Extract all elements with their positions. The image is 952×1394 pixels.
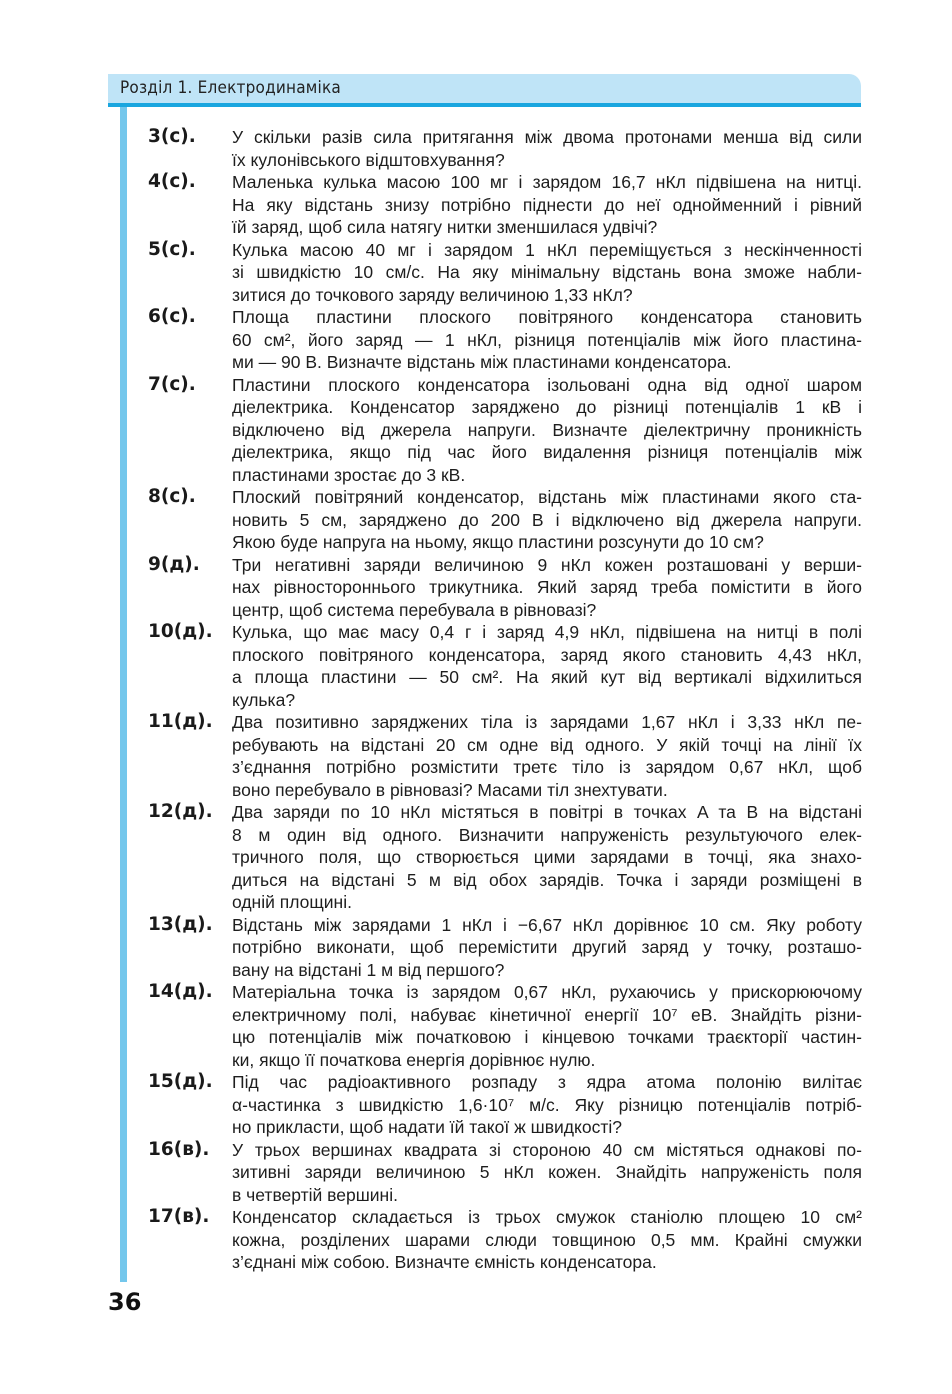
problem-text bbox=[232, 711, 862, 801]
header-rule bbox=[108, 103, 861, 107]
problem-number: 3(с). bbox=[148, 126, 196, 147]
problem-line: їх кулонівського відштовхування? bbox=[232, 149, 505, 170]
problem-item bbox=[148, 486, 862, 554]
problem-line: У трьох вершинах квадрата зі стороною 40 см містяться однакові по- bbox=[232, 1139, 862, 1160]
problem-line: зитивні заряди величиною 5 нКл кожен. Знайдіть напруженість поля bbox=[232, 1162, 862, 1182]
problem-line: потрібно виконати, щоб перемістити другий заряд у точку, розташо- bbox=[232, 937, 862, 957]
problem-line: з’єднані між собою. Визначте ємність конденсатора. bbox=[232, 1252, 657, 1272]
problem-line: з’єднання потрібно розмістити третє тіло із зарядом 0,67 нКл, щоб bbox=[232, 757, 862, 777]
problem-item bbox=[148, 981, 862, 1071]
problem-text bbox=[232, 1071, 862, 1139]
problem-line: воно перебувало в рівновазі? Масами тіл знехтувати. bbox=[232, 779, 668, 800]
problem-item bbox=[148, 239, 862, 307]
problem-line: нах рівностороннього трикутника. Який заряд треба помістити в його bbox=[232, 577, 862, 597]
problem-line: зитися до точкового заряду величиною 1,33 нКл? bbox=[232, 284, 633, 305]
problem-number: 17(в). bbox=[148, 1206, 210, 1227]
problem-number: 8(с). bbox=[148, 486, 196, 507]
problem-line: кулька? bbox=[232, 689, 296, 710]
problem-line: диться на відстані 5 м від обох зарядів. Точка і заряди розміщені в bbox=[232, 869, 862, 890]
page-number: 36 bbox=[108, 1288, 142, 1316]
problem-line: діелектрика. Конденсатор заряджено до різниці потенціалів 1 кВ і bbox=[232, 397, 862, 417]
problem-item bbox=[148, 1139, 862, 1207]
problem-list bbox=[148, 126, 862, 1274]
problem-text bbox=[232, 981, 862, 1071]
problem-line: Плоский повітряний конденсатор, відстань між пластинами якого ста- bbox=[232, 487, 862, 507]
problem-item bbox=[148, 711, 862, 801]
problem-line: центр, щоб система перебувала в рівновазі? bbox=[232, 599, 597, 620]
problem-line: одній площині. bbox=[232, 892, 352, 912]
problem-line: тричного поля, що створюється цими зарядами в точці, яка знахо- bbox=[232, 847, 862, 867]
problem-line: плоского повітряного конденсатора, заряд якого становить 4,43 нКл, bbox=[232, 644, 862, 665]
problem-line: Пластини плоского конденсатора ізольовані одна від одної шаром bbox=[232, 374, 862, 395]
problem-line: 8 м один від одного. Визначити напруженість результуючого елек- bbox=[232, 824, 862, 845]
problem-line: електричному полі, набуває кінетичної енергії 10⁷ еВ. Знайдіть різни- bbox=[232, 1004, 862, 1025]
problem-line: їй заряд, щоб сила натягу нитки зменшилася удвічі? bbox=[232, 217, 658, 237]
problem-text bbox=[232, 306, 862, 374]
side-bar bbox=[120, 107, 127, 1282]
problem-line: На яку відстань знизу потрібно піднести до неї однойменний і рівний bbox=[232, 194, 862, 215]
problem-number: 15(д). bbox=[148, 1071, 213, 1092]
problem-line: в четвертій вершині. bbox=[232, 1184, 398, 1205]
problem-line: цю потенціалів між початковою і кінцевою точками траєкторії частин- bbox=[232, 1027, 862, 1047]
problem-line: У скільки разів сила притягання між двома протонами менша від сили bbox=[232, 127, 862, 147]
problem-line: а площа пластини — 50 см². На який кут від вертикалі відхилиться bbox=[232, 667, 862, 687]
problem-number: 16(в). bbox=[148, 1138, 210, 1160]
problem-number: 14(д). bbox=[148, 981, 213, 1002]
problem-line: новить 5 см, заряджено до 200 В і відключено від джерела напруги. bbox=[232, 509, 862, 530]
problem-number: 4(с). bbox=[148, 171, 196, 192]
problem-text bbox=[232, 126, 862, 171]
problem-number: 10(д). bbox=[148, 621, 213, 642]
problem-line: α-частинка з швидкістю 1,6·10⁷ м/с. Яку різницю потенціалів потріб- bbox=[232, 1094, 862, 1115]
problem-text bbox=[232, 374, 862, 487]
problem-line: Кулька масою 40 мг і зарядом 1 нКл переміщується з нескінченності bbox=[232, 239, 862, 260]
problem-number: 11(д). bbox=[148, 711, 213, 732]
problem-line: Два позитивно заряджених тіла із зарядами 1,67 нКл і 3,33 нКл пе- bbox=[232, 712, 862, 732]
problem-line: Відстань між зарядами 1 нКл і −6,67 нКл дорівнює 10 см. Яку роботу bbox=[232, 914, 862, 935]
problem-text bbox=[232, 171, 862, 239]
problem-line: ми — 90 В. Визначте відстань між пластинами конденсатора. bbox=[232, 352, 732, 372]
problem-item bbox=[148, 171, 862, 239]
problem-line: Площа пластини плоского повітряного конденсатора становить bbox=[232, 307, 862, 327]
problem-item bbox=[148, 621, 862, 711]
problem-line: Під час радіоактивного розпаду з ядра атома полонію вилітає bbox=[232, 1072, 862, 1092]
problem-text bbox=[232, 621, 862, 711]
problem-line: Маленька кулька масою 100 мг і зарядом 16,7 нКл підвішена на нитці. bbox=[232, 172, 862, 192]
problem-number: 9(д). bbox=[148, 553, 200, 575]
problem-line: ребувають на відстані 20 см одне від одного. У якій точці на лінії їх bbox=[232, 734, 862, 755]
problem-number: 5(с). bbox=[148, 238, 196, 260]
problem-item bbox=[148, 126, 862, 171]
problem-line: діелектрика, якщо під час його видалення різниця потенціалів між bbox=[232, 442, 862, 462]
problem-line: вану на відстані 1 м від першого? bbox=[232, 959, 505, 980]
problem-number: 7(с). bbox=[148, 373, 196, 395]
problem-item bbox=[148, 1071, 862, 1139]
problem-item bbox=[148, 801, 862, 914]
problem-line: зі швидкістю 10 см/с. На яку мінімальну відстань вона зможе набли- bbox=[232, 262, 862, 282]
problem-line: Кулька, що має масу 0,4 г і заряд 4,9 нКл, підвішена на нитці в полі bbox=[232, 622, 862, 642]
problem-line: но прикласти, щоб надати їй такої ж швидкості? bbox=[232, 1117, 622, 1137]
problem-item bbox=[148, 306, 862, 374]
problem-line: Три негативні заряди величиною 9 нКл кожен розташовані у верши- bbox=[232, 554, 862, 575]
problem-line: кожна, розділених шарами слюди товщиною 0,5 мм. Крайні смужки bbox=[232, 1229, 862, 1250]
problem-line: відключено від джерела напруги. Визначте діелектричну проникність bbox=[232, 419, 862, 440]
section-title: Розділ 1. Електродинаміка bbox=[120, 78, 341, 98]
problem-number: 12(д). bbox=[148, 801, 213, 822]
problem-text bbox=[232, 801, 862, 914]
problem-item bbox=[148, 554, 862, 622]
problem-number: 13(д). bbox=[148, 913, 213, 935]
problem-item bbox=[148, 1206, 862, 1274]
problem-line: Конденсатор складається із трьох смужок станіолю площею 10 см² bbox=[232, 1207, 862, 1227]
problem-text bbox=[232, 486, 862, 554]
problem-text bbox=[232, 554, 862, 622]
problem-line: Два заряди по 10 нКл містяться в повітрі в точках A та B на відстані bbox=[232, 802, 862, 822]
problem-text bbox=[232, 239, 862, 307]
problem-line: ки, якщо її початкова енергія дорівнює нулю. bbox=[232, 1049, 596, 1070]
problem-line: Матеріальна точка із зарядом 0,67 нКл, рухаючись у прискорюючому bbox=[232, 982, 862, 1002]
problem-text bbox=[232, 1206, 862, 1274]
problem-line: пластинами зростає до 3 кВ. bbox=[232, 464, 466, 485]
problem-item bbox=[148, 914, 862, 982]
problem-number: 6(с). bbox=[148, 306, 196, 327]
problem-item bbox=[148, 374, 862, 487]
problem-line: Якою буде напруга на ньому, якщо пластини розсунути до 10 см? bbox=[232, 532, 764, 552]
problem-text bbox=[232, 914, 862, 982]
problem-line: 60 см², його заряд — 1 нКл, різниця потенціалів між його пластина- bbox=[232, 329, 862, 350]
problem-text bbox=[232, 1139, 862, 1207]
section-header bbox=[108, 74, 861, 103]
